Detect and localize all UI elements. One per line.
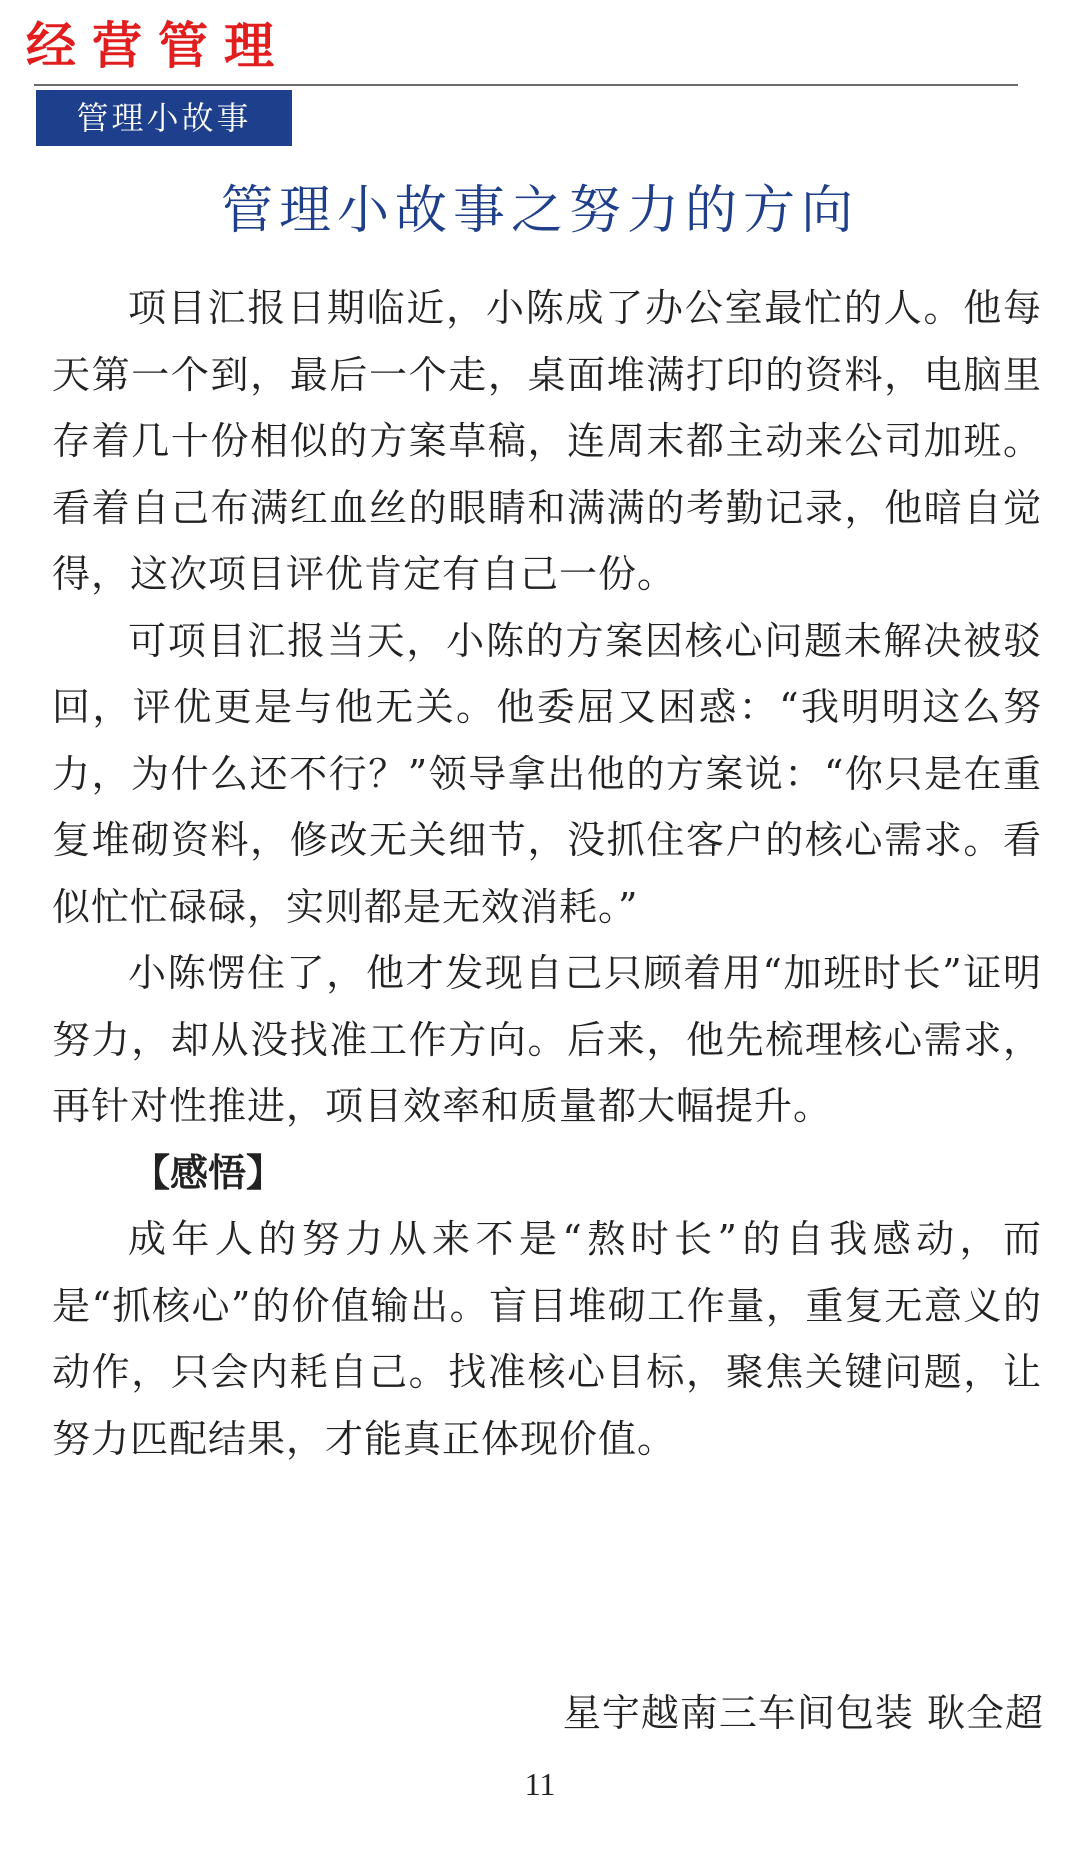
article-title: 管理小故事之努力的方向 xyxy=(220,181,859,241)
story-paragraph-3: 小陈愣住了，他才发现自己只顾着用“加班时长”证明努力，却从没找准工作方向。后来，他先梳理核心需求，再针对性推进，项目效率和质量都大幅提升。 xyxy=(52,951,1042,1128)
header-divider xyxy=(34,84,1018,86)
page-number: 11 xyxy=(524,1766,556,1802)
column-tag: 管理小故事 xyxy=(36,90,292,146)
section-title: 经营管理 xyxy=(26,16,290,75)
author-byline: 星宇越南三车间包装 耿全超 xyxy=(562,1691,1044,1735)
article-body xyxy=(52,275,1042,1472)
insight-heading: 【感悟】 xyxy=(132,1150,285,1195)
insight-paragraph: 成年人的努力从来不是“熬时长”的自我感动，而是“抓核心”的价值输出。盲目堆砌工作量，重复无意义的动作，只会内耗自己。找准核心目标，聚焦关键问题，让努力匹配结果，才能真正体现价值。 xyxy=(52,1217,1042,1461)
story-paragraph-1: 项目汇报日期临近，小陈成了办公室最忙的人。他每天第一个到，最后一个走，桌面堆满打印的资料，电脑里存着几十份相似的方案草稿，连周末都主动来公司加班。看着自己布满红血丝的眼睛和满满的考勤记录，他暗自觉得，这次项目评优肯定有自己一份。 xyxy=(52,286,1042,596)
story-paragraph-2: 可项目汇报当天，小陈的方案因核心问题未解决被驳回，评优更是与他无关。他委屈又困惑：“我明明这么努力，为什么还不行？”领导拿出他的方案说：“你只是在重复堆砌资料，修改无关细节，没抓住客户的核心需求。看似忙忙碌碌，实则都是无效消耗。” xyxy=(52,618,1042,929)
